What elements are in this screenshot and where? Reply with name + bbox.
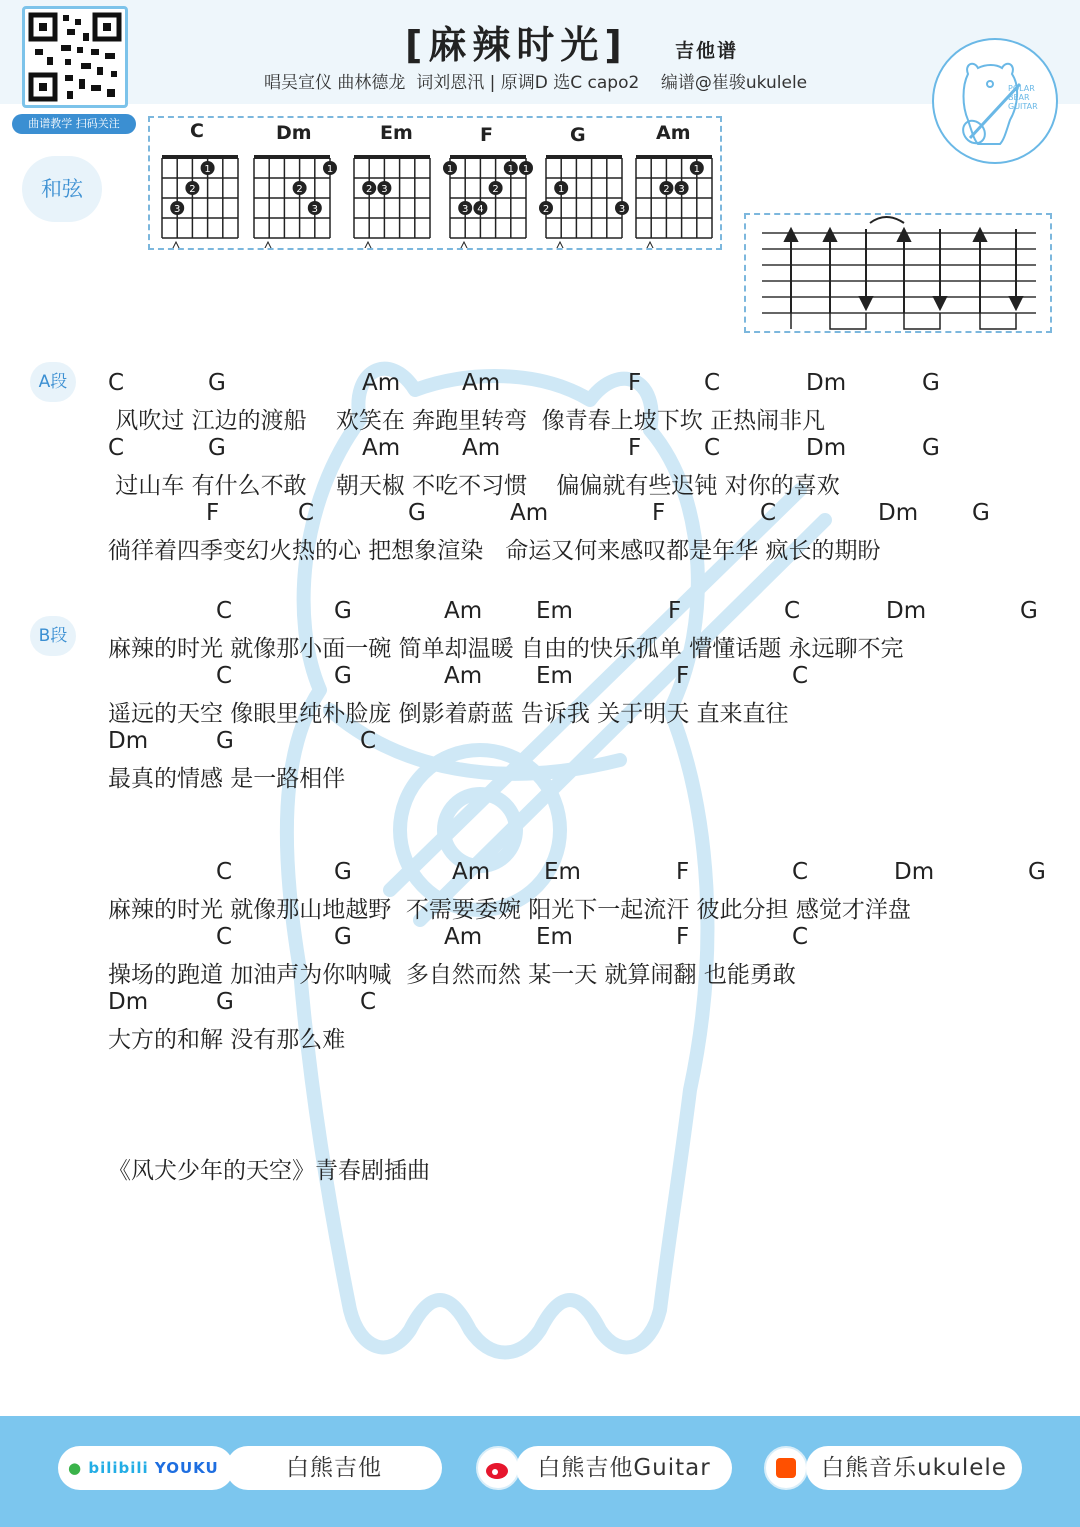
chord-symbol: Am [444, 924, 483, 950]
polar-bear-logo [932, 38, 1058, 164]
chord-symbol: Dm [878, 500, 919, 526]
svg-text:2: 2 [296, 184, 303, 195]
svg-text:1: 1 [558, 184, 565, 195]
chord-symbol: Em [536, 598, 573, 624]
chord-symbol: G [334, 598, 352, 624]
song-subtitle: 吉他谱 [675, 40, 739, 62]
chord-label-am: Am [656, 122, 691, 144]
chord-symbol: G [216, 989, 234, 1015]
song-credits: 唱吴宣仪 曲林德龙 词刘恩汛 | 原调D 选C capo2 编谱@崔骏ukulele [264, 73, 808, 93]
chord-symbol: Dm [108, 728, 149, 754]
chord-symbol: Am [462, 370, 501, 396]
chord-label-f: F [480, 124, 493, 146]
chord-label-g: G [570, 124, 586, 146]
chord-symbol: C [792, 663, 809, 689]
lyric-line: 最真的情感 是一路相伴 [108, 766, 346, 792]
chord-symbol: Am [444, 598, 483, 624]
chord-symbol: C [298, 500, 315, 526]
chord-symbol: F [628, 370, 642, 396]
chord-symbol: C [216, 663, 233, 689]
svg-text:3: 3 [174, 204, 181, 215]
chord-symbol: Am [362, 370, 401, 396]
chord-symbol: Dm [886, 598, 927, 624]
qr-code [22, 6, 128, 108]
chord-symbol: F [652, 500, 666, 526]
svg-text:1: 1 [693, 164, 700, 175]
wechat-icon: ● [68, 1459, 83, 1477]
lyric-line: 徜徉着四季变幻火热的心 把想象渲染 命运又何来感叹都是年华 疯长的期盼 [108, 538, 881, 564]
lyric-line: 过山车 有什么不敢 朝天椒 不吃不习惯 偏偏就有些迟钝 对你的喜欢 [108, 473, 840, 499]
chord-symbol: C [216, 924, 233, 950]
svg-text:2: 2 [189, 184, 196, 195]
chord-symbol: Am [462, 435, 501, 461]
svg-text:1: 1 [326, 164, 334, 175]
chord-symbol: G [208, 435, 226, 461]
svg-text:1: 1 [204, 164, 211, 175]
chord-symbol: C [360, 989, 377, 1015]
lyric-line: 操场的跑道 加油声为你呐喊 多自然而然 某一天 就算闹翻 也能勇敢 [108, 962, 796, 988]
chord-label-dm: Dm [276, 122, 312, 144]
svg-text:3: 3 [311, 204, 318, 215]
chord-diagram [636, 155, 712, 248]
chord-symbol: F [206, 500, 220, 526]
lyric-line: 风吹过 江边的渡船 欢笑在 奔跑里转弯 像青春上坡下坎 正热闹非凡 [108, 408, 826, 434]
footer-channel-weibo[interactable]: 白熊吉他Guitar [516, 1446, 732, 1490]
chord-symbol: Am [362, 435, 401, 461]
svg-text:2: 2 [663, 184, 670, 195]
lyric-line: 麻辣的时光 就像那山地越野 不需要委婉 阳光下一起流汗 彼此分担 感觉才洋盘 [108, 897, 911, 923]
chord-symbol: F [676, 663, 690, 689]
chord-symbol: F [628, 435, 642, 461]
section-b-badge: B段 [30, 616, 76, 656]
chord-symbol: C [792, 859, 809, 885]
chord-symbol: G [1028, 859, 1046, 885]
svg-text:3: 3 [381, 184, 388, 195]
chord-symbol: G [216, 728, 234, 754]
svg-text:3: 3 [618, 204, 626, 215]
chord-symbol: Dm [806, 370, 847, 396]
logo-text: POLAR BEAR GUITAR [1008, 84, 1038, 111]
youku-label: YOUKU [154, 1459, 219, 1477]
chord-diagram [354, 155, 430, 248]
chord-symbol: C [704, 370, 721, 396]
chord-symbol: Dm [806, 435, 847, 461]
chord-symbol: F [668, 598, 682, 624]
chord-symbol: Am [444, 663, 483, 689]
chord-symbol: Am [510, 500, 549, 526]
chord-symbol: Dm [894, 859, 935, 885]
chord-symbol: C [216, 598, 233, 624]
chord-symbol: C [216, 859, 233, 885]
chord-symbol: G [1020, 598, 1038, 624]
song-title: [麻辣时光] [405, 23, 628, 67]
svg-text:1: 1 [446, 164, 454, 175]
chord-symbol: G [922, 435, 940, 461]
svg-text:2: 2 [492, 184, 499, 195]
strum-pattern-panel [744, 213, 1052, 333]
chord-symbol: C [360, 728, 377, 754]
video-platforms[interactable] [58, 1446, 234, 1490]
chord-symbol: F [676, 859, 690, 885]
chord-symbol: G [334, 859, 352, 885]
lyric-line: 大方的和解 没有那么难 [108, 1027, 346, 1053]
chord-symbol: Am [452, 859, 491, 885]
chord-symbol: Em [536, 924, 573, 950]
weibo-icon [476, 1446, 520, 1490]
chord-diagram [539, 155, 629, 248]
lyric-line: 麻辣的时光 就像那小面一碗 简单却温暖 自由的快乐孤单 懵懂话题 永远聊不完 [108, 636, 904, 662]
chord-diagram [254, 155, 337, 248]
qr-caption: 曲谱教学 扫码关注 [12, 114, 136, 134]
chord-symbol: C [108, 435, 125, 461]
chord-symbol: G [922, 370, 940, 396]
chord-symbol: G [208, 370, 226, 396]
chord-label-em: Em [380, 122, 413, 144]
footer-channel-video[interactable]: 白熊吉他 [226, 1446, 442, 1490]
chord-symbol: Em [536, 663, 573, 689]
bilibili-label: bilibili [88, 1459, 149, 1477]
section-a-badge: A段 [30, 362, 76, 402]
chord-symbol: G [972, 500, 990, 526]
svg-text:2: 2 [542, 204, 550, 215]
chord-symbol: C [704, 435, 721, 461]
taobao-icon [764, 1446, 808, 1490]
svg-text:3: 3 [678, 184, 685, 195]
chord-diagrams-panel [148, 116, 722, 250]
svg-text:1: 1 [522, 164, 530, 175]
chord-symbol: C [108, 370, 125, 396]
chord-symbol: Em [544, 859, 581, 885]
chord-symbol: G [408, 500, 426, 526]
svg-text:4: 4 [477, 204, 484, 215]
chord-symbol: F [676, 924, 690, 950]
chord-symbol: C [760, 500, 777, 526]
footer-channel-shop[interactable]: 白熊音乐ukulele [806, 1446, 1022, 1490]
chord-label-c: C [190, 120, 204, 142]
chord-diagram [162, 155, 238, 248]
chord-symbol: G [334, 924, 352, 950]
chord-section-badge: 和弦 [22, 156, 102, 222]
chord-symbol: C [792, 924, 809, 950]
svg-text:2: 2 [366, 184, 373, 195]
svg-text:1: 1 [507, 164, 514, 175]
lyric-line: 遥远的天空 像眼里纯朴脸庞 倒影着蔚蓝 告诉我 关于明天 直来直往 [108, 701, 789, 727]
song-note: 《风犬少年的天空》青春剧插曲 [108, 1158, 430, 1184]
chord-symbol: C [784, 598, 801, 624]
chord-symbol: Dm [108, 989, 149, 1015]
chord-symbol: G [334, 663, 352, 689]
chord-diagram [443, 155, 533, 248]
svg-text:3: 3 [462, 204, 469, 215]
